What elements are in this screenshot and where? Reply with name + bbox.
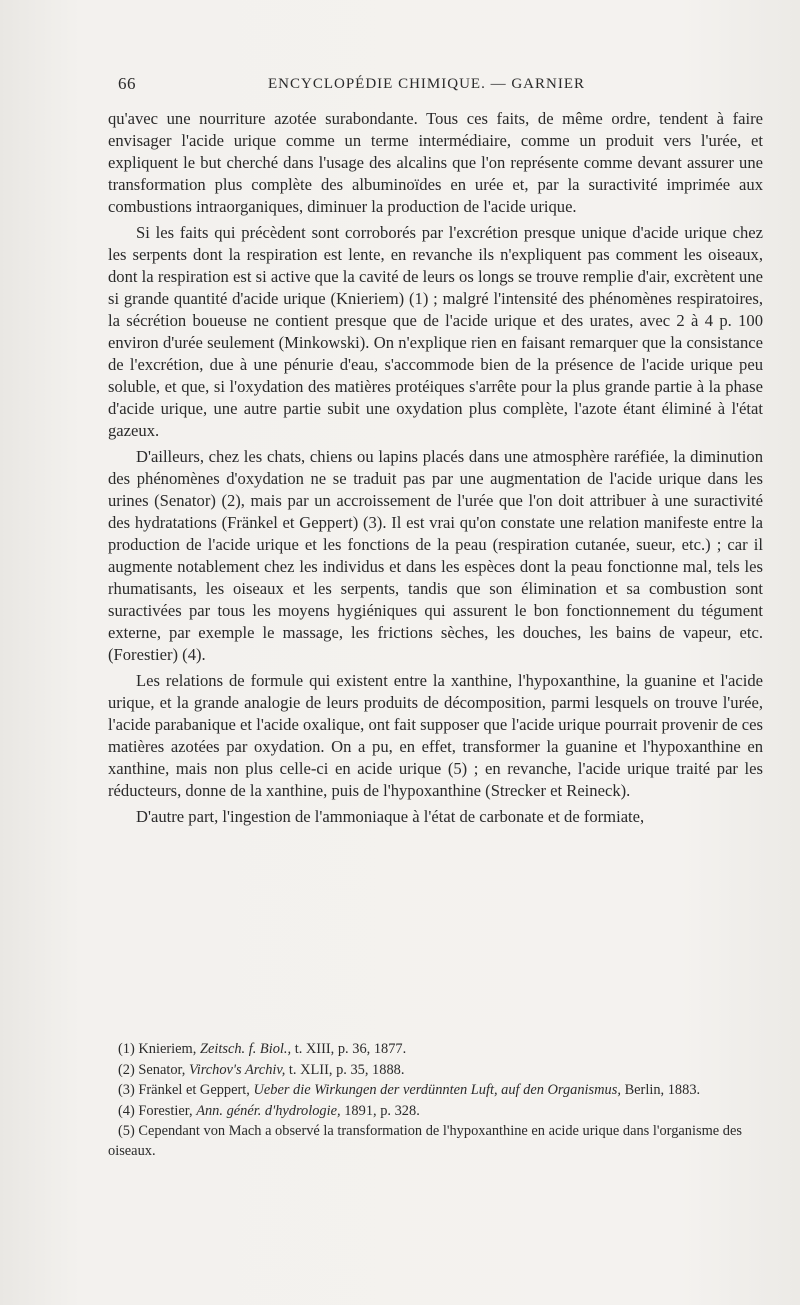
running-title: ENCYCLOPÉDIE CHIMIQUE. — GARNIER xyxy=(268,76,585,92)
footnote-work: Virchov's Archiv, xyxy=(188,1061,286,1078)
footnote xyxy=(108,1081,766,1101)
paragraph: D'autre part, l'ingestion de l'ammoniaque à l'état de carbonate et de formiate, xyxy=(136,807,645,826)
paragraph: qu'avec une nourriture azotée surabondante. Tous ces faits, de même ordre, tendent à faire envisager l'acide urique comme un terme intermédiaire, comme un produit vers l'urée, et expliquent le but cherché dans l'usage des alcalins que l'on représente comme devant assurer une transformation plus complète des albuminoïdes en urée et, par la suractivité imprimée aux combustions intraorganiques, diminuer la production de l'acide urique. xyxy=(108,109,763,216)
footnote xyxy=(108,1102,766,1122)
footnote-number: (4) xyxy=(118,1102,135,1119)
footnote xyxy=(108,1122,766,1161)
footnote-number: (1) xyxy=(118,1041,135,1057)
paragraph: D'ailleurs, chez les chats, chiens ou lapins placés dans une atmosphère raréfiée, la diminution des phénomènes d'oxydation ne se traduit pas par une augmentation de l'acide urique dans les urines (Senator) (2), mais par un accroissement de l'urée que l'on doit attribuer à une suractivité des hydratations (Fränkel et Geppert) (3). Il est vrai qu'on constate une relation manifeste entre la production de l'acide urique et les fonctions de la peau (respiration cutanée, sueur, etc.) ; car il augmente notablement chez les individus et dans les espèces dont la peau fonctionne mal, tels les rhumatisants, les oiseaux et les serpents, tandis que son élimination et sa combustion sont suractivées par tous les moyens hygiéniques qui assurent le bon fonctionnement du tégument externe, par exemple le massage, les frictions sèches, les douches, les bains de vapeur, etc. (Forestier) (4). xyxy=(108,447,763,664)
footnote-number: (2) xyxy=(118,1061,135,1078)
footnote-text: Cependant von Mach a observé la transformation de l'hypoxanthine en acide urique dans l'organisme des oiseaux. xyxy=(108,1123,742,1159)
page-header xyxy=(118,74,768,98)
footnote-details: t. XIII, p. 36, 1877. xyxy=(294,1041,407,1057)
footnote-work: Ueber die Wirkungen der verdünnten Luft, auf den Organismus, xyxy=(253,1082,621,1098)
page-number: 66 xyxy=(118,74,136,93)
paragraph: Les relations de formule qui existent entre la xanthine, l'hypoxanthine, la guanine et l'acide urique, et la grande analogie de leurs produits de décomposition, parmi lesquels on trouve l'urée, l'acide parabanique et l'acide oxalique, ont fait supposer que l'acide urique pourrait provenir de ces matières azotées par oxydation. On a pu, en effet, transformer la guanine et l'hypoxanthine en xanthine, mais non plus celle-ci en acide urique (5) ; en revanche, l'acide urique traité par les réducteurs, donne de la xanthine, puis de l'hypoxanthine (Strecker et Reineck). xyxy=(108,671,763,800)
footnote-author: Knieriem, xyxy=(138,1041,197,1057)
footnote-details: t. XLII, p. 35, 1888. xyxy=(288,1061,405,1078)
footnote xyxy=(108,1040,766,1060)
footnote-author: Fränkel et Geppert, xyxy=(138,1082,250,1098)
paragraph: Si les faits qui précèdent sont corroborés par l'excrétion presque unique d'acide urique chez les serpents dont la respiration est lente, en revanche ils n'expliquent pas comment les oiseaux, dont la respiration est si active que la cavité de leurs os longs se trouve remplie d'air, excrètent une si grande quantité d'acide urique (Knieriem) (1) ; malgré l'intensité des phénomènes respiratoires, la sécrétion boueuse ne contient presque que de l'acide urique et des urates, avec 2 à 4 p. 100 environ d'urée seulement (Minkowski). On n'explique rien en faisant remarquer que la consistance de l'excrétion, due à une pénurie d'eau, s'accommode bien de la présence de l'acide urique peu soluble, et que, si l'oxydation des matières protéiques s'arrête pour la plus grande partie à la phase d'acide urique, une autre partie subit une oxydation plus complète, l'azote étant éliminé à l'état gazeux. xyxy=(108,223,763,440)
footnote-number: (5) xyxy=(118,1123,135,1139)
footnote-author: Forestier, xyxy=(138,1102,193,1119)
footnote-work: Ann. génér. d'hydrologie, xyxy=(196,1102,341,1119)
footnotes xyxy=(108,1040,766,1162)
footnote xyxy=(108,1061,766,1081)
body-text xyxy=(108,108,763,832)
footnote-author: Senator, xyxy=(138,1061,186,1078)
footnote-work: Zeitsch. f. Biol., xyxy=(199,1041,292,1057)
footnote-details: Berlin, 1883. xyxy=(624,1082,701,1098)
footnote-details: 1891, p. 328. xyxy=(344,1102,420,1119)
footnote-number: (3) xyxy=(118,1082,135,1098)
